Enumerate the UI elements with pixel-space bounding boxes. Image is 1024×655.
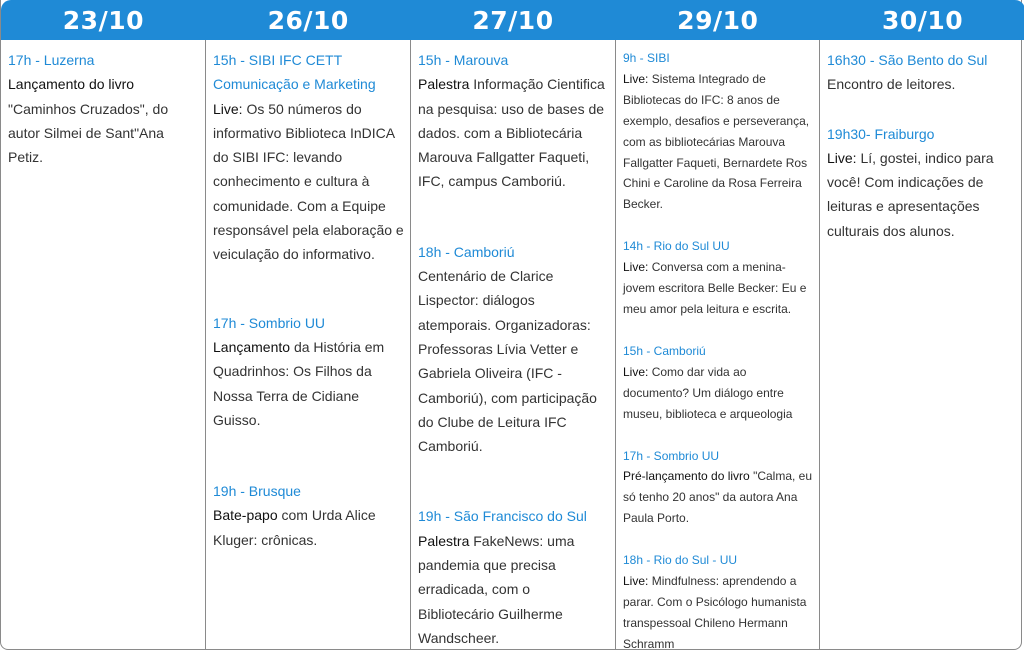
event-type: Lançamento do livro bbox=[8, 76, 135, 93]
event-description: Os 50 números do informativo Biblioteca InDICA do SIBI IFC: levando conhecimento e cultura à comunidade. Com a Equipe responsável pela elaboração e veiculação do informativo. bbox=[213, 100, 404, 263]
event-entry bbox=[213, 311, 405, 432]
event-type: Live: bbox=[213, 100, 243, 117]
day-column bbox=[1, 40, 206, 650]
date-header: 29/10 bbox=[677, 5, 759, 35]
event-time-location: 17h - Sombrio UU bbox=[623, 448, 720, 463]
date-header: 27/10 bbox=[472, 5, 554, 35]
event-entry bbox=[418, 240, 610, 459]
event-type: Live: bbox=[623, 260, 649, 275]
event-time-location: 15h - SIBI IFC CETT Comunicação e Marketing bbox=[213, 52, 376, 93]
event-description: Lí, gostei, indico para você! Com indicações de leituras e apresentações culturais dos alunos. bbox=[827, 149, 994, 239]
event-time-location: 17h - Luzerna bbox=[8, 52, 95, 68]
event-description: da História em Quadrinhos: Os Filhos da Nossa Terra de Cidiane Guisso. bbox=[213, 338, 385, 428]
event-entry bbox=[213, 479, 405, 552]
event-time-location: 9h - SIBI bbox=[623, 51, 670, 65]
event-entry bbox=[623, 341, 814, 425]
event-description: Mindfulness: aprendendo a parar. Com o Psicólogo humanista transpessoal Chileno Hermann Schramm bbox=[623, 574, 807, 651]
event-type: Palestra bbox=[418, 76, 470, 93]
event-description: Informação Cientifica na pesquisa: uso de bases de dados. com a Bibliotecária Marouva Fallgatter Faqueti, IFC, campus Camboriú. bbox=[418, 76, 605, 190]
day-column bbox=[616, 40, 820, 650]
event-time-location: 17h - Sombrio UU bbox=[213, 314, 326, 331]
event-description: FakeNews: uma pandemia que precisa erradicada, com o Bibliotecário Guilherme Wandscheer. bbox=[418, 532, 575, 646]
event-description: Encontro de leitores. bbox=[827, 76, 956, 93]
event-description: Centenário de Clarice Lispector: diálogos atemporais. Organizadoras: Professoras Lívia Vetter e Gabriela Oliveira (IFC - Camboriú), com participação do Clube de Leitura IFC Camboriú. bbox=[418, 268, 597, 455]
event-type: Live: bbox=[827, 149, 857, 166]
event-time-location: 18h - Rio do Sul - UU bbox=[623, 553, 738, 568]
event-description: Conversa com a menina-jovem escritora Belle Becker: Eu e meu amor pela leitura e escrita. bbox=[623, 260, 807, 316]
event-entry bbox=[418, 48, 610, 194]
event-type: Palestra bbox=[418, 532, 470, 549]
event-entry bbox=[418, 504, 610, 650]
event-type: Bate-papo bbox=[213, 507, 278, 524]
date-header: 23/10 bbox=[62, 5, 144, 35]
event-time-location: 19h - Brusque bbox=[213, 483, 301, 500]
event-time-location: 16h30 - São Bento do Sul bbox=[827, 52, 988, 68]
date-header: 30/10 bbox=[881, 5, 964, 35]
day-column bbox=[411, 40, 616, 650]
event-entry bbox=[213, 48, 405, 267]
date-header-row bbox=[1, 0, 1024, 40]
event-type: Live: bbox=[623, 364, 649, 379]
event-description: Como dar vida ao documento? Um diálogo entre museu, biblioteca e arqueologia bbox=[623, 364, 793, 421]
event-entry bbox=[623, 48, 814, 215]
schedule-body bbox=[1, 40, 1023, 650]
event-entry bbox=[623, 446, 814, 530]
event-entry bbox=[827, 48, 1018, 97]
event-description: "Caminhos Cruzados", do autor Silmei de Sant"Ana Petiz. bbox=[8, 100, 169, 166]
event-type: Live: bbox=[623, 574, 649, 589]
event-time-location: 14h - Rio do Sul UU bbox=[623, 239, 730, 254]
date-header: 26/10 bbox=[267, 5, 349, 35]
event-time-location: 15h - Marouva bbox=[418, 52, 509, 68]
event-description: Sistema Integrado de Bibliotecas do IFC: 8 anos de exemplo, desafios e perseverança, com as bibliotecárias Marouva Fallgatter Faqueti, Bernardete Ros Chini e Caroline da Rosa Ferreira Becker. bbox=[623, 71, 810, 212]
event-time-location: 19h - São Francisco do Sul bbox=[418, 508, 587, 525]
event-time-location: 19h30- Fraiburgo bbox=[827, 125, 935, 142]
event-type: Pré-lançamento do livro bbox=[623, 469, 750, 484]
event-entry bbox=[827, 122, 1018, 243]
event-entry bbox=[623, 550, 814, 655]
day-column bbox=[206, 40, 411, 650]
event-time-location: 18h - Camboriú bbox=[418, 243, 515, 260]
event-description: "Calma, eu só tenho 20 anos" da autora Ana Paula Porto. bbox=[623, 469, 813, 526]
event-entry bbox=[623, 236, 814, 320]
day-column bbox=[820, 40, 1023, 650]
event-entry bbox=[8, 48, 200, 169]
event-time-location: 15h - Camboriú bbox=[623, 343, 706, 358]
event-description: com Urda Alice Kluger: crônicas. bbox=[213, 507, 376, 548]
event-type: Lançamento bbox=[213, 338, 291, 355]
event-type: Live: bbox=[623, 71, 649, 86]
